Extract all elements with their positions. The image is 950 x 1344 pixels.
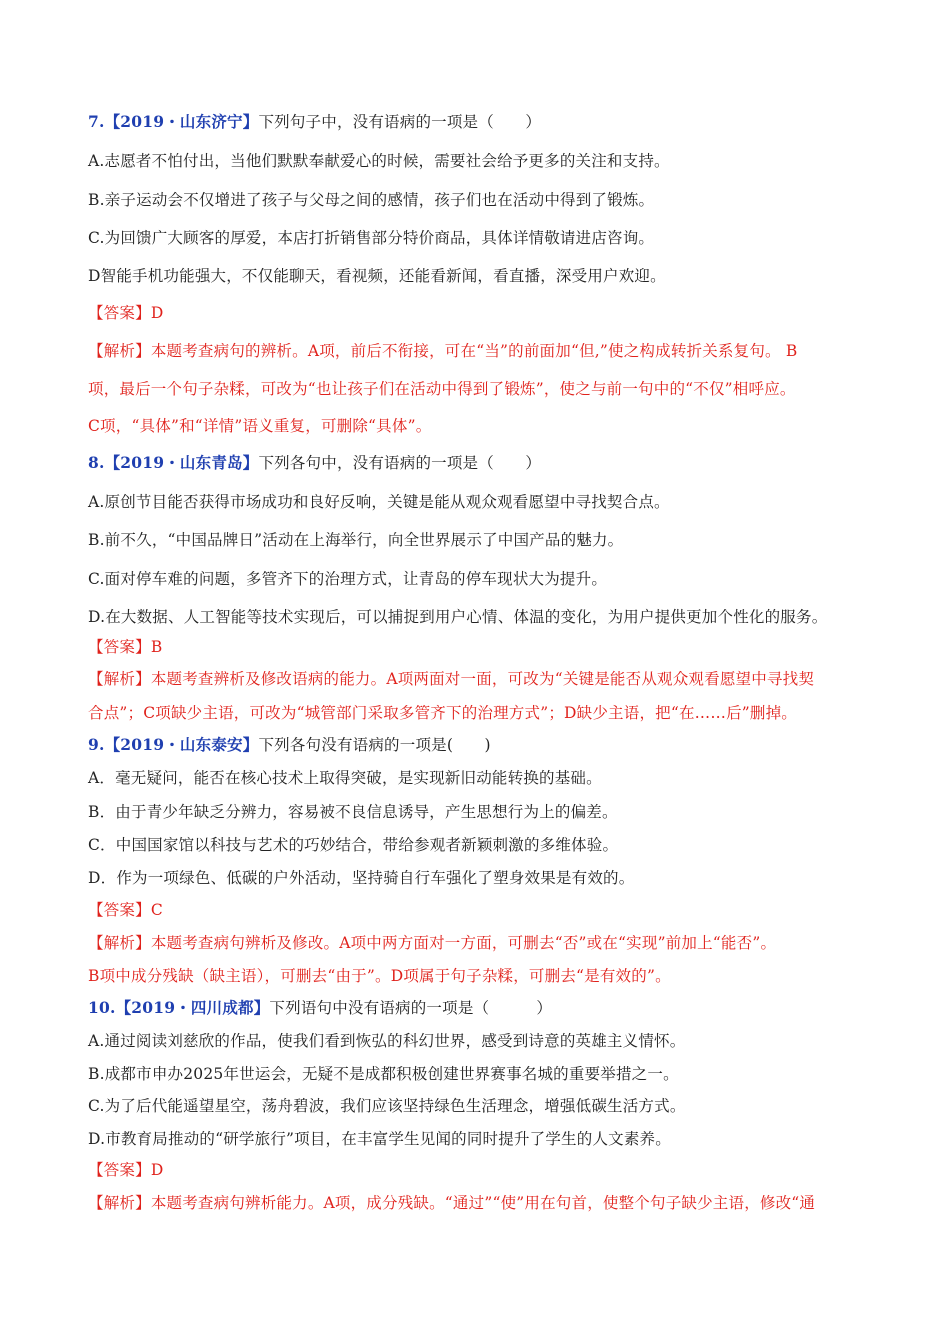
question-7-heading	[88, 112, 878, 132]
question-source: 【2019・四川成都】	[115, 998, 270, 1017]
question-8-heading	[88, 453, 878, 473]
question-number: 8.	[88, 453, 105, 472]
question-10-heading	[88, 998, 878, 1018]
answer-tag: 【答案】	[88, 901, 151, 919]
option-line: C.为回馈广大顾客的厚爱，本店打折销售部分特价商品，具体详情敬请进店咨询。	[88, 229, 655, 247]
answer-line	[88, 303, 878, 323]
analysis-line	[88, 1193, 878, 1213]
analysis-text: 本题考查病句辨析及修改。A项中两方面对一方面，可删去“否”或在“实现”前加上“能否”。	[150, 934, 777, 952]
analysis-line: C项，“具体”和“详情”语义重复，可删除“具体”。	[88, 417, 432, 435]
answer-line	[88, 900, 878, 920]
option-line: B．由于青少年缺乏分辨力，容易被不良信息诱导，产生思想行为上的偏差。	[88, 803, 618, 821]
question-stem: 下列句子中，没有语病的一项是（ ）	[258, 113, 542, 131]
option-line: A.原创节目能否获得市场成功和良好反响，关键是能从观众观看愿望中寻找契合点。	[88, 493, 670, 511]
analysis-line: 合点”；C项缺少主语，可改为“城管部门采取多管齐下的治理方式”；D缺少主语，把“在……后”删掉。	[88, 704, 798, 722]
answer-line	[88, 1160, 878, 1180]
answer-tag: 【答案】	[88, 304, 151, 322]
analysis-tag: 【解析】	[88, 342, 151, 360]
answer-value: C	[150, 901, 163, 919]
option-line: B.成都市申办2025年世运会，无疑不是成都积极创建世界赛事名城的重要举措之一。	[88, 1065, 679, 1083]
question-9-heading	[88, 735, 878, 755]
answer-value: D	[150, 304, 164, 322]
analysis-line	[88, 669, 878, 689]
question-stem: 下列各句中，没有语病的一项是（ ）	[258, 454, 542, 472]
answer-line	[88, 637, 878, 657]
question-stem: 下列各句没有语病的一项是( )	[258, 736, 491, 754]
answer-value: D	[150, 1161, 164, 1179]
analysis-text: 本题考查辨析及修改语病的能力。A项两面对一面，可改为“关键是能否从观众观看愿望中寻找契	[150, 670, 815, 688]
analysis-tag: 【解析】	[88, 670, 151, 688]
question-number: 7.	[88, 112, 105, 131]
option-line: C．中国国家馆以科技与艺术的巧妙结合，带给参观者新颖刺激的多维体验。	[88, 836, 619, 854]
analysis-text: 本题考查病句辨析能力。A项，成分残缺。“通过”“使”用在句首，使整个句子缺少主语，修改“通	[150, 1194, 816, 1212]
question-source: 【2019・山东青岛】	[104, 453, 259, 472]
question-source: 【2019・山东济宁】	[104, 112, 259, 131]
analysis-line	[88, 341, 878, 361]
option-line: B.亲子运动会不仅增进了孩子与父母之间的感情，孩子们也在活动中得到了锻炼。	[88, 191, 655, 209]
option-line: D智能手机功能强大，不仅能聊天，看视频，还能看新闻，看直播，深受用户欢迎。	[88, 267, 666, 285]
answer-tag: 【答案】	[88, 638, 151, 656]
analysis-tag: 【解析】	[88, 1194, 151, 1212]
answer-value: B	[150, 638, 163, 656]
question-number: 10.	[88, 998, 116, 1017]
question-number: 9.	[88, 735, 105, 754]
analysis-line: 项，最后一个句子杂糅，可改为“也让孩子们在活动中得到了锻炼”，使之与前一句中的“不仅”相呼应。	[88, 380, 796, 398]
option-line: C.面对停车难的问题，多管齐下的治理方式，让青岛的停车现状大为提升。	[88, 570, 608, 588]
option-line: D．作为一项绿色、低碳的户外活动，坚持骑自行车强化了塑身效果是有效的。	[88, 869, 635, 887]
answer-tag: 【答案】	[88, 1161, 151, 1179]
option-line: B.前不久，“中国品牌日”活动在上海举行，向全世界展示了中国产品的魅力。	[88, 531, 624, 549]
analysis-text: 本题考查病句的辨析。A项，前后不衔接，可在“当”的前面加“但,”使之构成转折关系复句。 B	[150, 342, 798, 360]
option-line: D.在大数据、人工智能等技术实现后，可以捕捉到用户心情、体温的变化，为用户提供更加个性化的服务。	[88, 608, 828, 626]
analysis-line: B项中成分残缺（缺主语），可删去“由于”。D项属于句子杂糅，可删去“是有效的”。	[88, 967, 671, 985]
option-line: C.为了后代能遥望星空，荡舟碧波，我们应该坚持绿色生活理念，增强低碳生活方式。	[88, 1097, 686, 1115]
option-line: A.志愿者不怕付出，当他们默默奉献爱心的时候，需要社会给予更多的关注和支持。	[88, 152, 670, 170]
question-source: 【2019・山东泰安】	[104, 735, 259, 754]
option-line: A.通过阅读刘慈欣的作品，使我们看到恢弘的科幻世界，感受到诗意的英雄主义情怀。	[88, 1032, 686, 1050]
question-stem: 下列语句中没有语病的一项是（ ）	[269, 999, 553, 1017]
option-line: D.市教育局推动的“研学旅行”项目，在丰富学生见闻的同时提升了学生的人文素养。	[88, 1130, 671, 1148]
analysis-tag: 【解析】	[88, 934, 151, 952]
option-line: A．毫无疑问，能否在核心技术上取得突破，是实现新旧动能转换的基础。	[88, 769, 602, 787]
analysis-line	[88, 933, 878, 953]
